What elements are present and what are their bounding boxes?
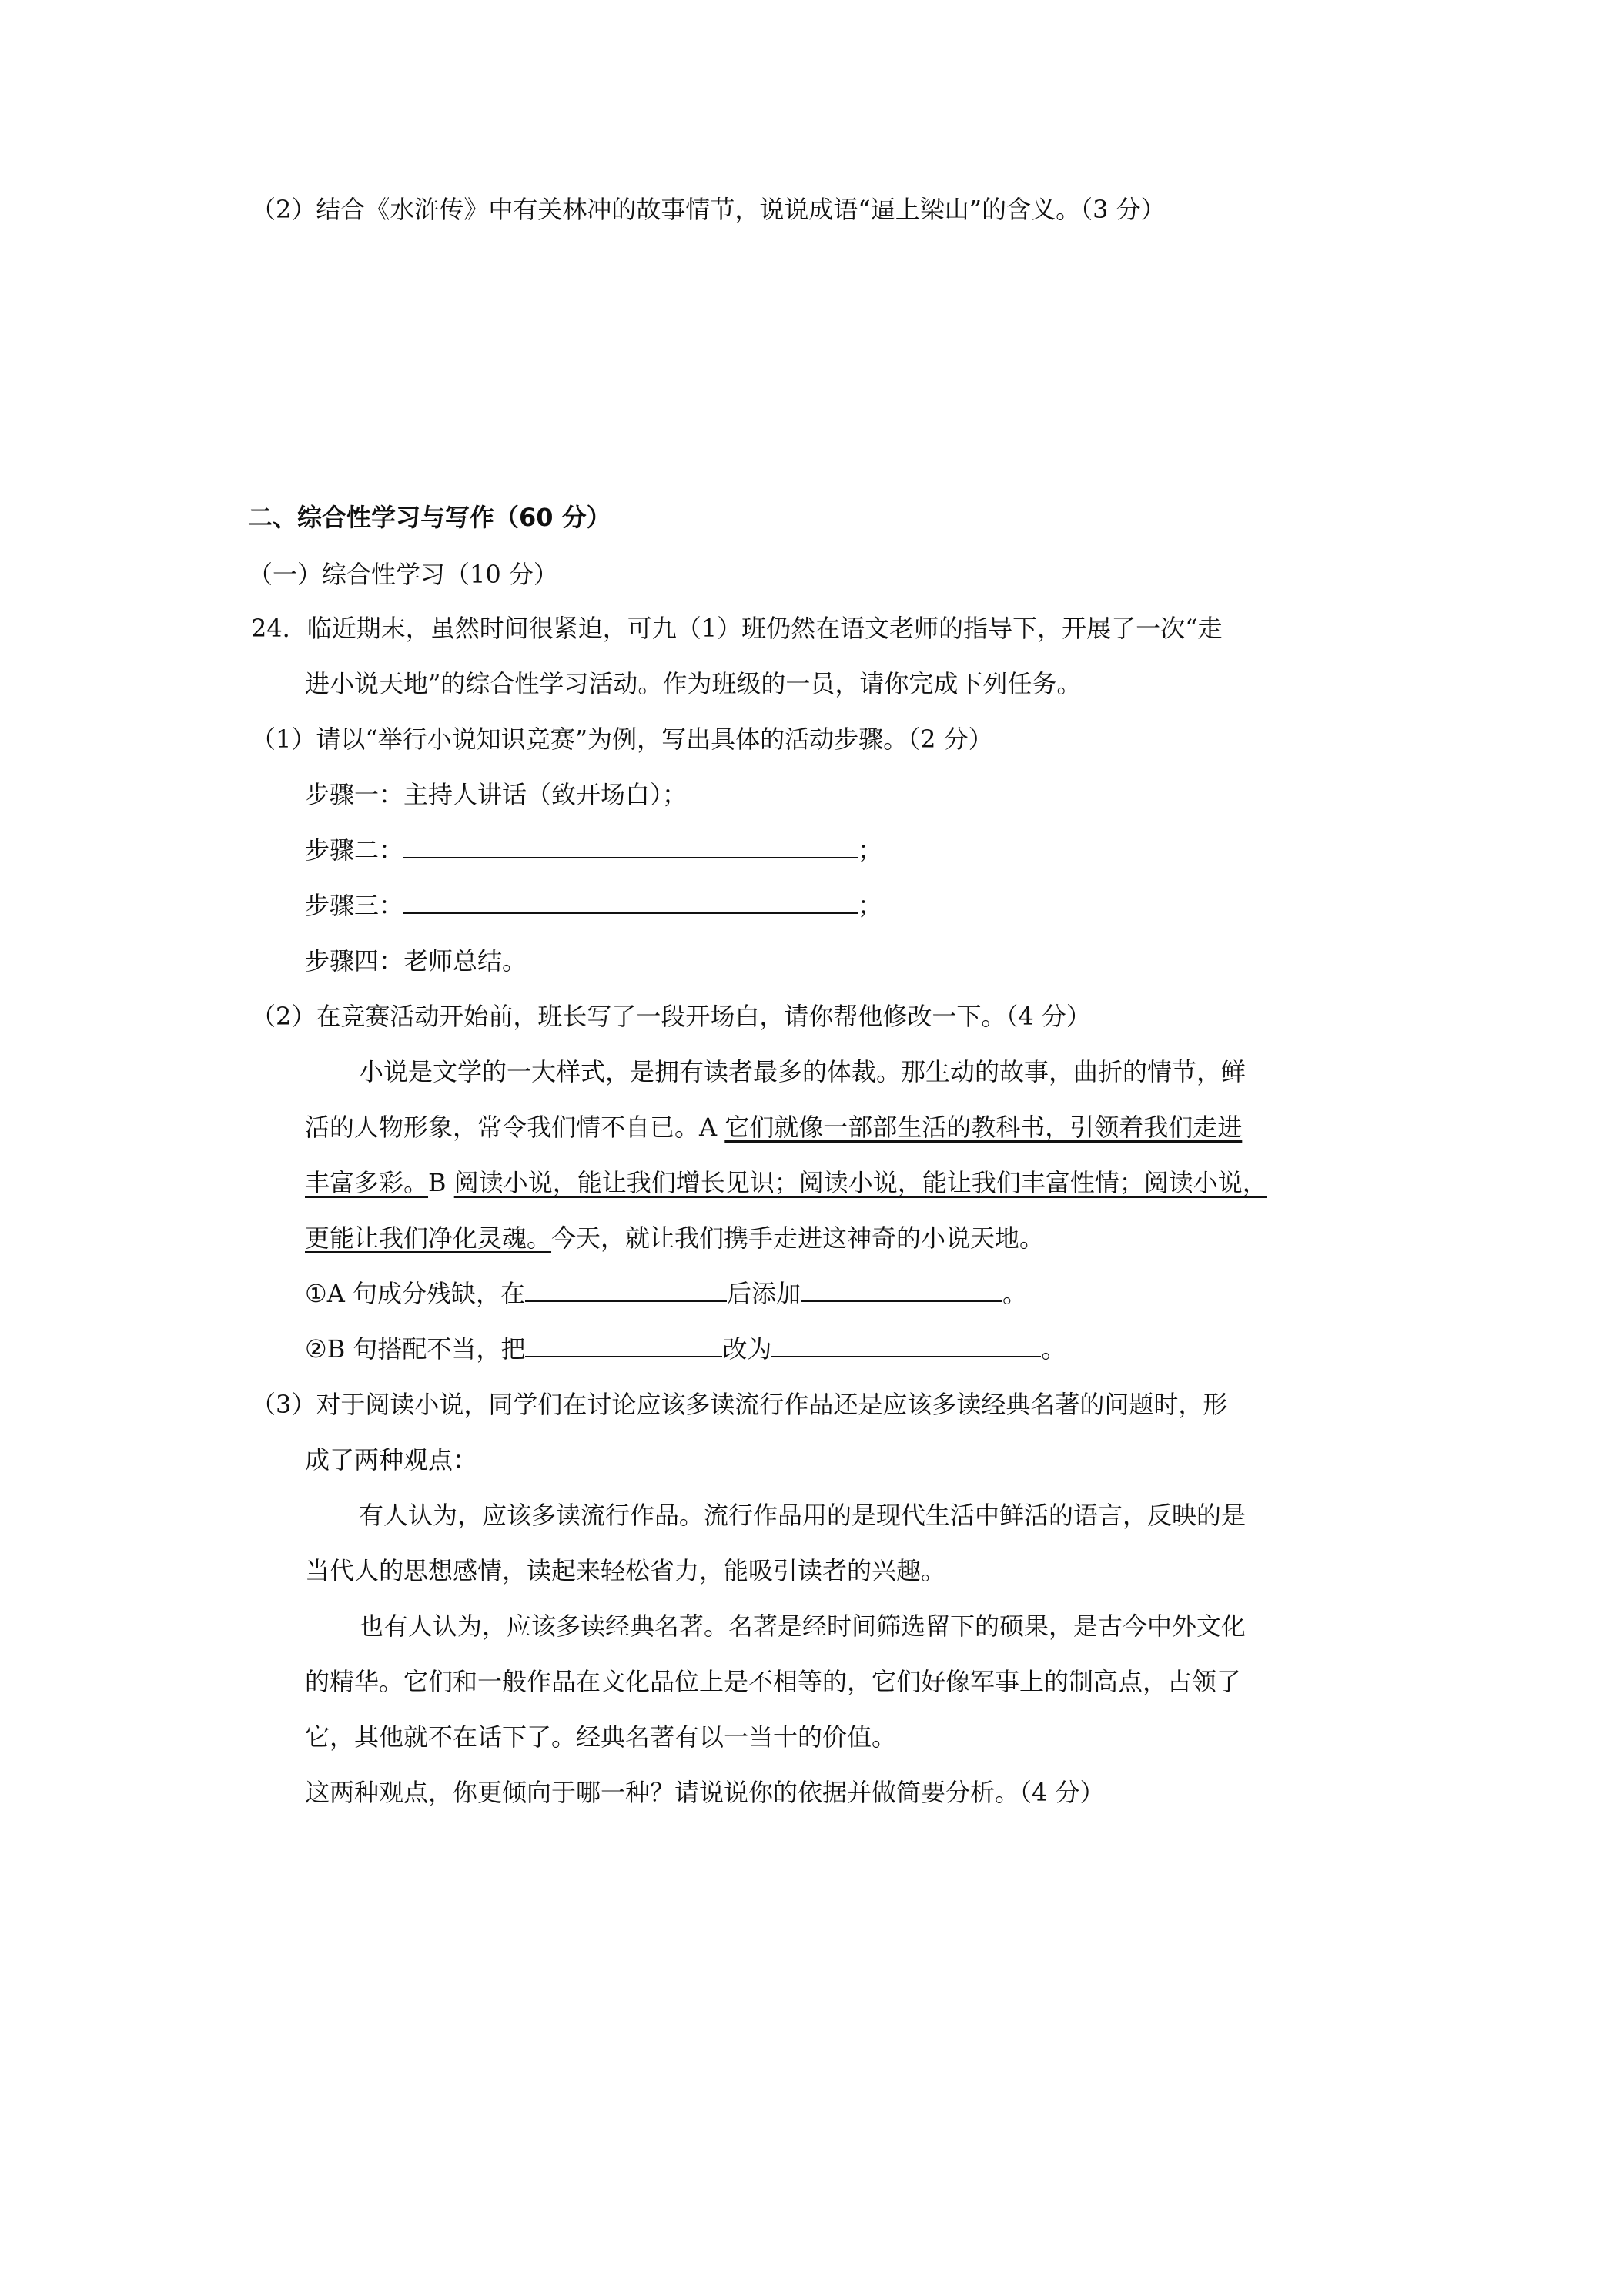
sentence-a-underlined-end: 丰富多彩。	[305, 1168, 429, 1197]
passage-line-1: 小说是文学的一大样式，是拥有读者最多的体裁。那生动的故事，曲折的情节，鲜	[359, 1057, 1247, 1086]
fix-b	[305, 1334, 1066, 1364]
view-1-line-2: 当代人的思想感情，读起来轻松省力，能吸引读者的兴趣。	[305, 1556, 946, 1585]
step-2	[305, 835, 882, 865]
passage-line-4	[305, 1223, 1044, 1253]
step-2-label: 步骤二：	[305, 835, 404, 865]
fix-a-blank-2[interactable]	[801, 1279, 1002, 1302]
step-3-semicolon: ；	[858, 891, 883, 920]
question-24-3-ask: 这两种观点，你更倾向于哪一种？请说说你的依据并做简要分析。（4 分）	[305, 1778, 1105, 1807]
view-2-line-1: 也有人认为，应该多读经典名著。名著是经时间筛选留下的硕果，是古今中外文化	[359, 1612, 1247, 1641]
passage-line-2	[305, 1112, 1242, 1143]
fix-a-text-3: 。	[1002, 1279, 1028, 1308]
view-1-line-1: 有人认为，应该多读流行作品。流行作品用的是现代生活中鲜活的语言，反映的是	[359, 1501, 1247, 1530]
question-24-3-line-2: 成了两种观点：	[305, 1445, 478, 1474]
fix-a-text-1: ①A 句成分残缺，在	[305, 1279, 525, 1308]
passage-line-3	[305, 1167, 1267, 1198]
fix-b-blank-2[interactable]	[771, 1334, 1041, 1357]
subsection-1-title: （一）综合性学习（10 分）	[248, 560, 558, 589]
section-2-title: 二、综合性学习与写作（60 分）	[248, 503, 611, 532]
sentence-b-underlined-end: 更能让我们净化灵魂。	[305, 1223, 552, 1253]
question-24-1: （1）请以“举行小说知识竞赛”为例，写出具体的活动步骤。（2 分）	[251, 725, 993, 754]
question-24-line-2: 进小说天地”的综合性学习活动。作为班级的一员，请你完成下列任务。	[305, 669, 1082, 698]
step-3	[305, 890, 882, 921]
view-2-line-2: 的精华。它们和一般作品在文化品位上是不相等的，它们好像军事上的制高点，占领了	[305, 1667, 1242, 1696]
step-2-blank[interactable]	[403, 835, 858, 858]
question-23-2: （2）结合《水浒传》中有关林冲的故事情节，说说成语“逼上梁山”的含义。（3 分）	[251, 195, 1166, 224]
fix-b-text-1: ②B 句搭配不当，把	[305, 1334, 526, 1364]
step-3-blank[interactable]	[403, 891, 858, 914]
fix-a-blank-1[interactable]	[525, 1279, 727, 1302]
view-2-line-3: 它，其他就不在话下了。经典名著有以一当十的价值。	[305, 1722, 897, 1752]
step-2-semicolon: ；	[858, 835, 883, 865]
step-1: 步骤一：主持人讲话（致开场白）；	[305, 780, 688, 809]
fix-b-text-2: 改为	[722, 1334, 772, 1364]
fix-a-text-2: 后添加	[726, 1279, 801, 1308]
sentence-b-underlined: 阅读小说，能让我们增长见识；阅读小说，能让我们丰富性情；阅读小说，	[453, 1168, 1267, 1197]
passage-line-2-text: 活的人物形象，常令我们情不自已。A	[305, 1113, 725, 1142]
sentence-a-underlined: 它们就像一部部生活的教科书，引领着我们走进	[724, 1113, 1243, 1142]
passage-line-4-text: 今天，就让我们携手走进这神奇的小说天地。	[551, 1223, 1045, 1253]
sentence-b-marker: B	[428, 1168, 454, 1197]
step-3-label: 步骤三：	[305, 891, 404, 920]
fix-b-text-3: 。	[1041, 1334, 1066, 1364]
question-24-3-line-1: （3）对于阅读小说，同学们在讨论应该多读流行作品还是应该多读经典名著的问题时，形	[251, 1390, 1228, 1419]
question-24-line-1: 24．临近期末，虽然时间很紧迫，可九（1）班仍然在语文老师的指导下，开展了一次“走	[251, 614, 1223, 643]
fix-a	[305, 1278, 1027, 1309]
step-4: 步骤四：老师总结。	[305, 946, 527, 976]
fix-b-blank-1[interactable]	[525, 1334, 722, 1357]
question-24-2: （2）在竞赛活动开始前，班长写了一段开场白，请你帮他修改一下。（4 分）	[251, 1002, 1091, 1031]
